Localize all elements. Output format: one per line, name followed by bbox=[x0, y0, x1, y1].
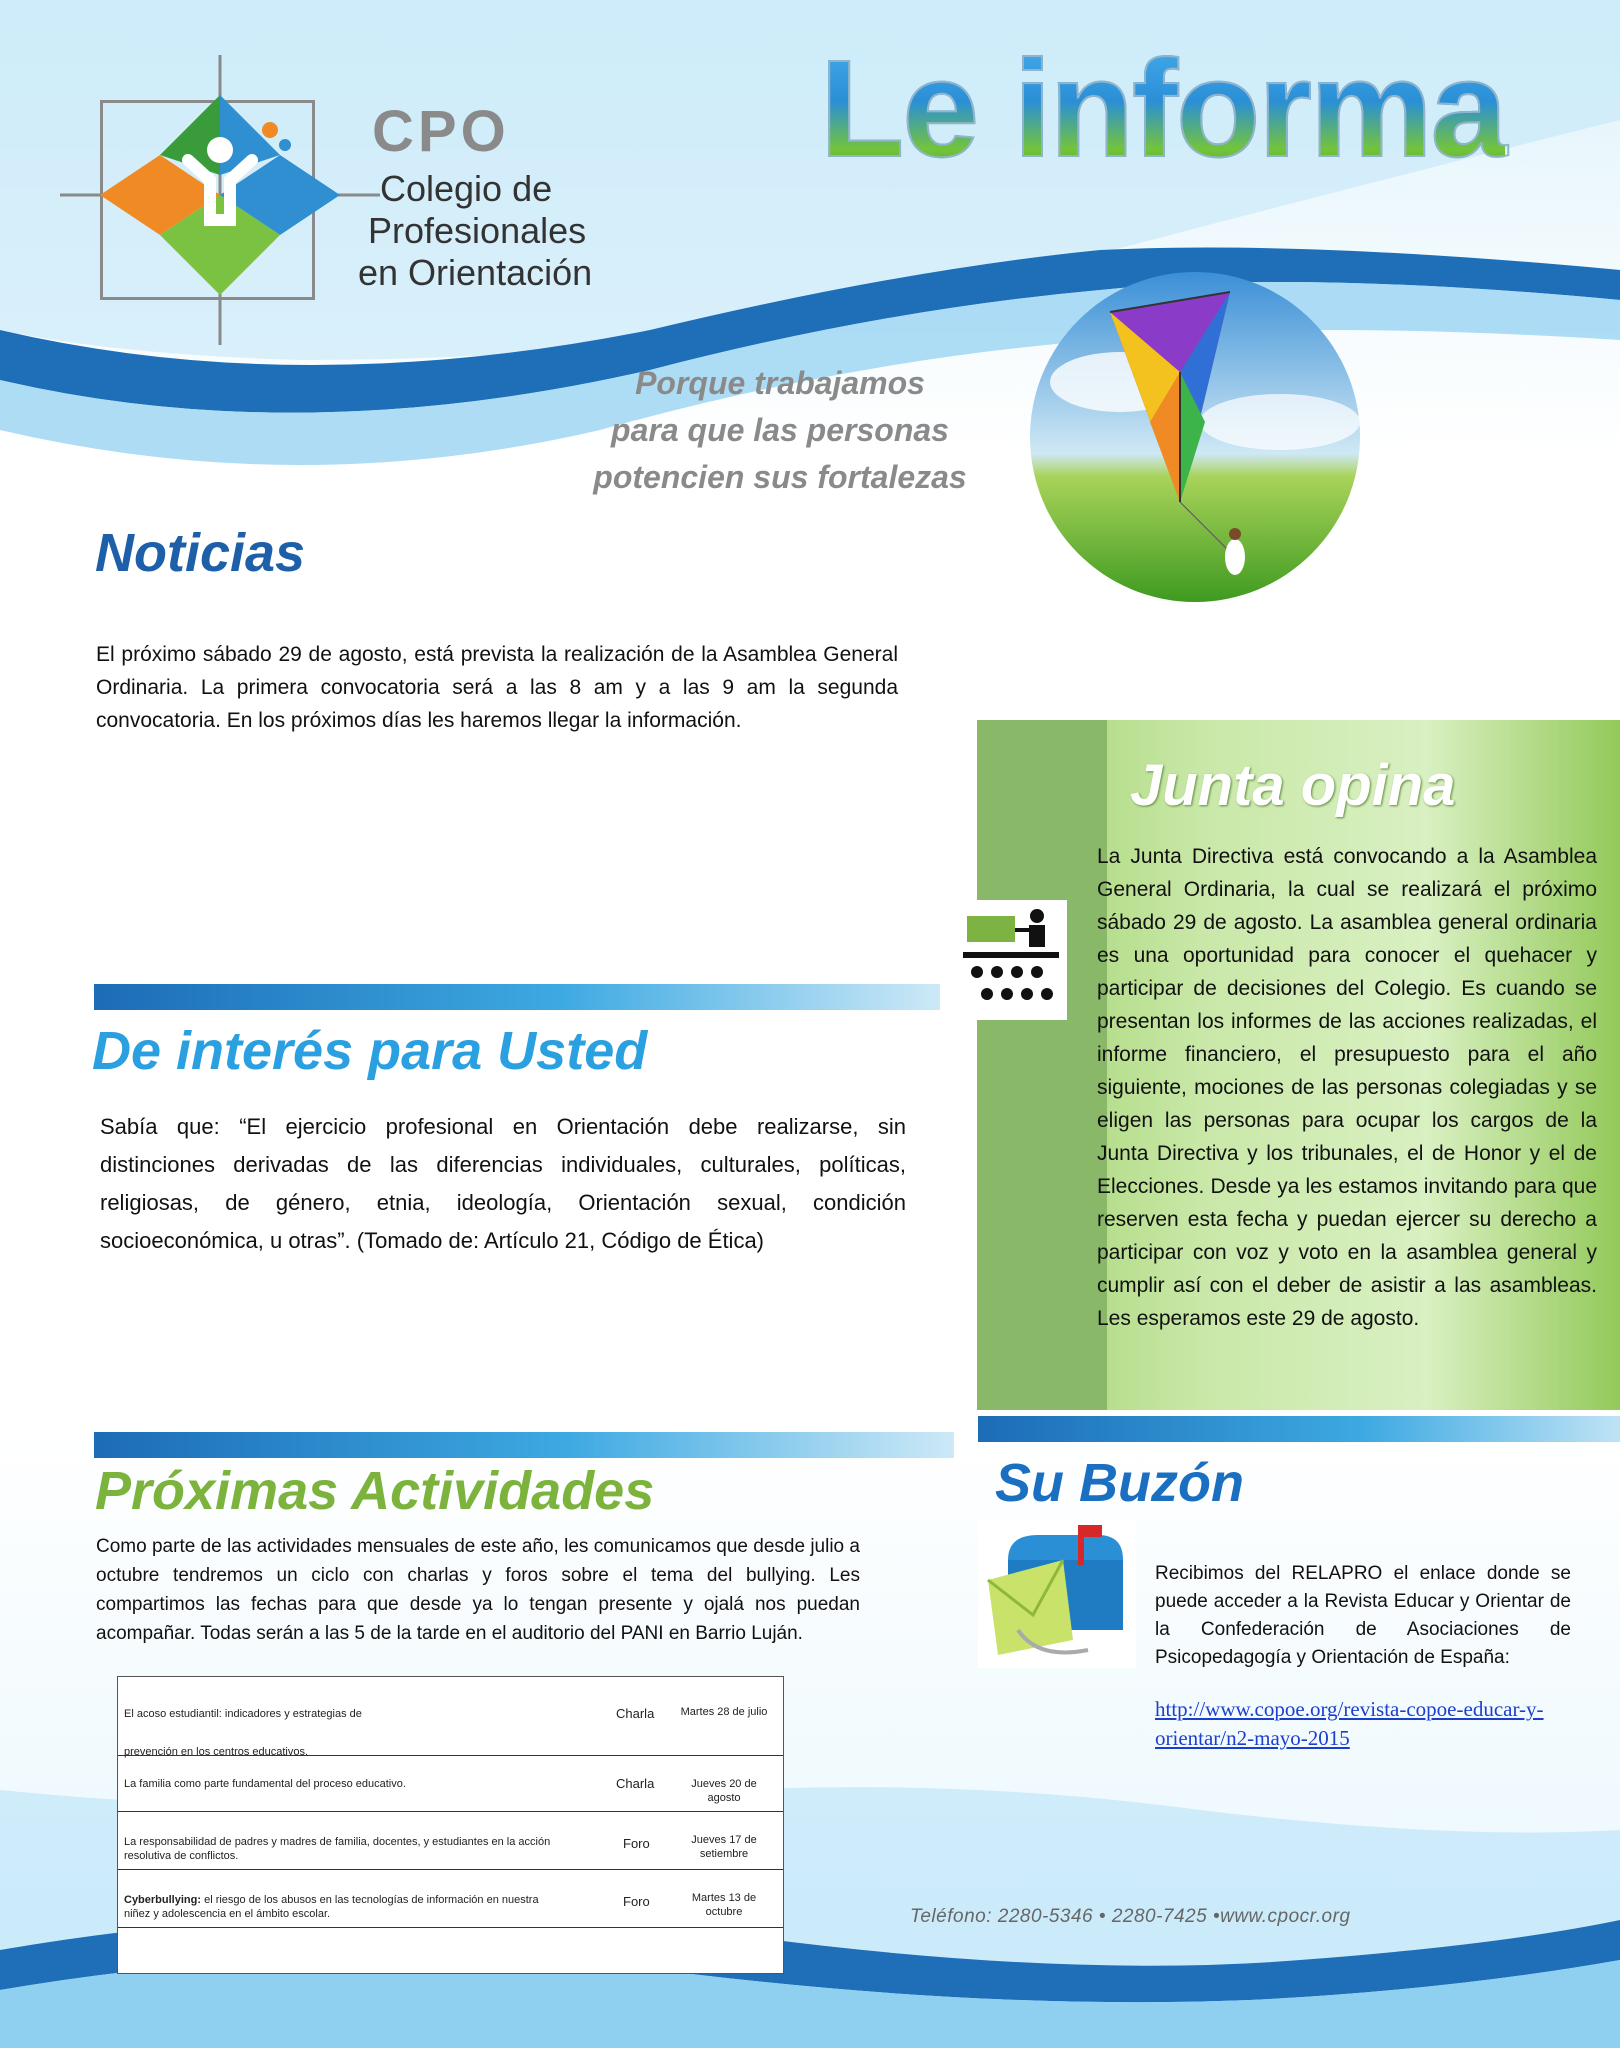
meeting-icon bbox=[955, 900, 1067, 1020]
footer-contact: Teléfono: 2280-5346 • 2280-7425 •www.cpocr.org bbox=[910, 1906, 1351, 1927]
section-heading-noticias: Noticias bbox=[95, 523, 306, 583]
table-row bbox=[118, 1811, 783, 1870]
mailbox-icon bbox=[978, 1520, 1136, 1668]
org-acronym: CPO bbox=[372, 99, 510, 164]
newsletter-title: Le informa bbox=[820, 30, 1505, 189]
tagline-line: Porque trabajamos bbox=[635, 365, 925, 401]
topic-cell-cont: niñez y adolescencia en el ámbito escolar. bbox=[124, 1908, 331, 1920]
org-name-line: Profesionales bbox=[368, 210, 587, 251]
type-cell: Charla bbox=[616, 1706, 655, 1721]
date-cell: Jueves 17 de setiembre bbox=[691, 1834, 757, 1860]
tagline bbox=[540, 360, 1020, 501]
cpo-logo-icon bbox=[60, 55, 380, 345]
section-heading-junta: Junta opina bbox=[1130, 753, 1456, 818]
type-cell: Charla bbox=[616, 1776, 655, 1791]
org-name bbox=[358, 168, 592, 294]
section-heading-buzon: Su Buzón bbox=[995, 1453, 1244, 1513]
kite-photo bbox=[1030, 272, 1360, 602]
copoe-link[interactable]: http://www.copoe.org/revista-copoe-educar-y-orientar/n2-mayo-2015 bbox=[1155, 1697, 1544, 1750]
topic-cell: El acoso estudiantil: indicadores y estrategias de bbox=[124, 1708, 362, 1720]
topic-cell-cont: resolutiva de conflictos. bbox=[124, 1850, 239, 1862]
topic-cell-cont: prevención en los centros educativos. bbox=[124, 1746, 309, 1758]
topic-cell: La responsabilidad de padres y madres de familia, docentes, y estudiantes en la acción bbox=[124, 1836, 551, 1848]
section-divider bbox=[94, 1432, 954, 1458]
date-cell: Martes 28 de julio bbox=[680, 1706, 768, 1718]
date-cell: Martes 13 de octubre bbox=[691, 1892, 757, 1918]
type-cell: Foro bbox=[623, 1894, 650, 1909]
table-row bbox=[118, 1869, 783, 1928]
section-divider bbox=[94, 984, 940, 1010]
section-heading-interes: De interés para Usted bbox=[92, 1021, 648, 1081]
actividades-body: Como parte de las actividades mensuales de este año, les comunicamos que desde julio a octubre tendremos un ciclo con charlas y foros sobre el tema del bullying. Les compartimos las fechas para que desde ya lo tengan presente y ojalá nos puedan acompañar. Todas serán a las 5 de la tarde en el auditorio del PANI en Barrio Luján. bbox=[96, 1536, 860, 1644]
org-name-line: en Orientación bbox=[358, 252, 593, 293]
table-row bbox=[118, 1677, 783, 1756]
topic-cell bbox=[124, 1893, 604, 1907]
topic-bold: Cyberbullying: bbox=[124, 1894, 202, 1906]
tagline-line: para que las personas bbox=[611, 412, 949, 448]
org-name-line: Colegio de bbox=[380, 168, 553, 209]
meeting-icon-box bbox=[955, 900, 1067, 1020]
table-row bbox=[118, 1755, 783, 1812]
activities-table bbox=[117, 1676, 784, 1974]
junta-body: La Junta Directiva está convocando a la Asamblea General Ordinaria, la cual se realizará el próximo sábado 29 de agosto. La asamblea general ordinaria es una oportunidad para conocer el quehacer y participar de decisiones del Colegio. Es cuando se presentan los informes de las acciones realizadas, el informe financiero, el presupuesto para el año siguiente, mociones de las personas colegiadas y se eligen las personas para ocupar los cargos de la Junta Directiva y los tribunales, el de Honor y el de Elecciones. Desde ya les estamos invitando para que reserven esta fecha y puedan ejercer su derecho a participar con voz y voto en la asamblea general y cumplir así con el deber de asistir a las asambleas. Les esperamos este 29 de agosto. bbox=[1097, 845, 1597, 1330]
buzon-body: Recibimos del RELAPRO el enlace donde se puede acceder a la Revista Educar y Orientar de la Confederación de Asociaciones de Psicopedagogía y Orientación de España: bbox=[1155, 1563, 1571, 1668]
interes-body: Sabía que: “El ejercicio profesional en Orientación debe realizarse, sin distinciones derivadas de las diferencias individuales, culturales, políticas, religiosas, de género, etnia, ideología, Orientación sexual, condición socioeconómica, u otras”. (Tomado de: Artículo 21, Código de Ética) bbox=[100, 1114, 906, 1253]
tagline-line: potencien sus fortalezas bbox=[593, 459, 967, 495]
type-cell: Foro bbox=[623, 1836, 650, 1851]
junta-strip bbox=[977, 720, 1107, 1410]
topic-rest: el riesgo de los abusos en las tecnologías de información en nuestra bbox=[201, 1894, 539, 1906]
topic-cell: La familia como parte fundamental del proceso educativo. bbox=[124, 1778, 406, 1790]
mailbox-icon-box bbox=[978, 1520, 1136, 1668]
section-heading-actividades: Próximas Actividades bbox=[95, 1461, 655, 1521]
date-cell: Jueves 20 de agosto bbox=[691, 1778, 757, 1804]
section-divider bbox=[978, 1416, 1620, 1442]
noticias-body: El próximo sábado 29 de agosto, está prevista la realización de la Asamblea General Ordinaria. La primera convocatoria será a las 8 am y a las 9 am la segunda convocatoria. En los próximos días les haremos llegar la información. bbox=[96, 643, 898, 732]
kite-illustration-icon bbox=[1030, 272, 1360, 602]
